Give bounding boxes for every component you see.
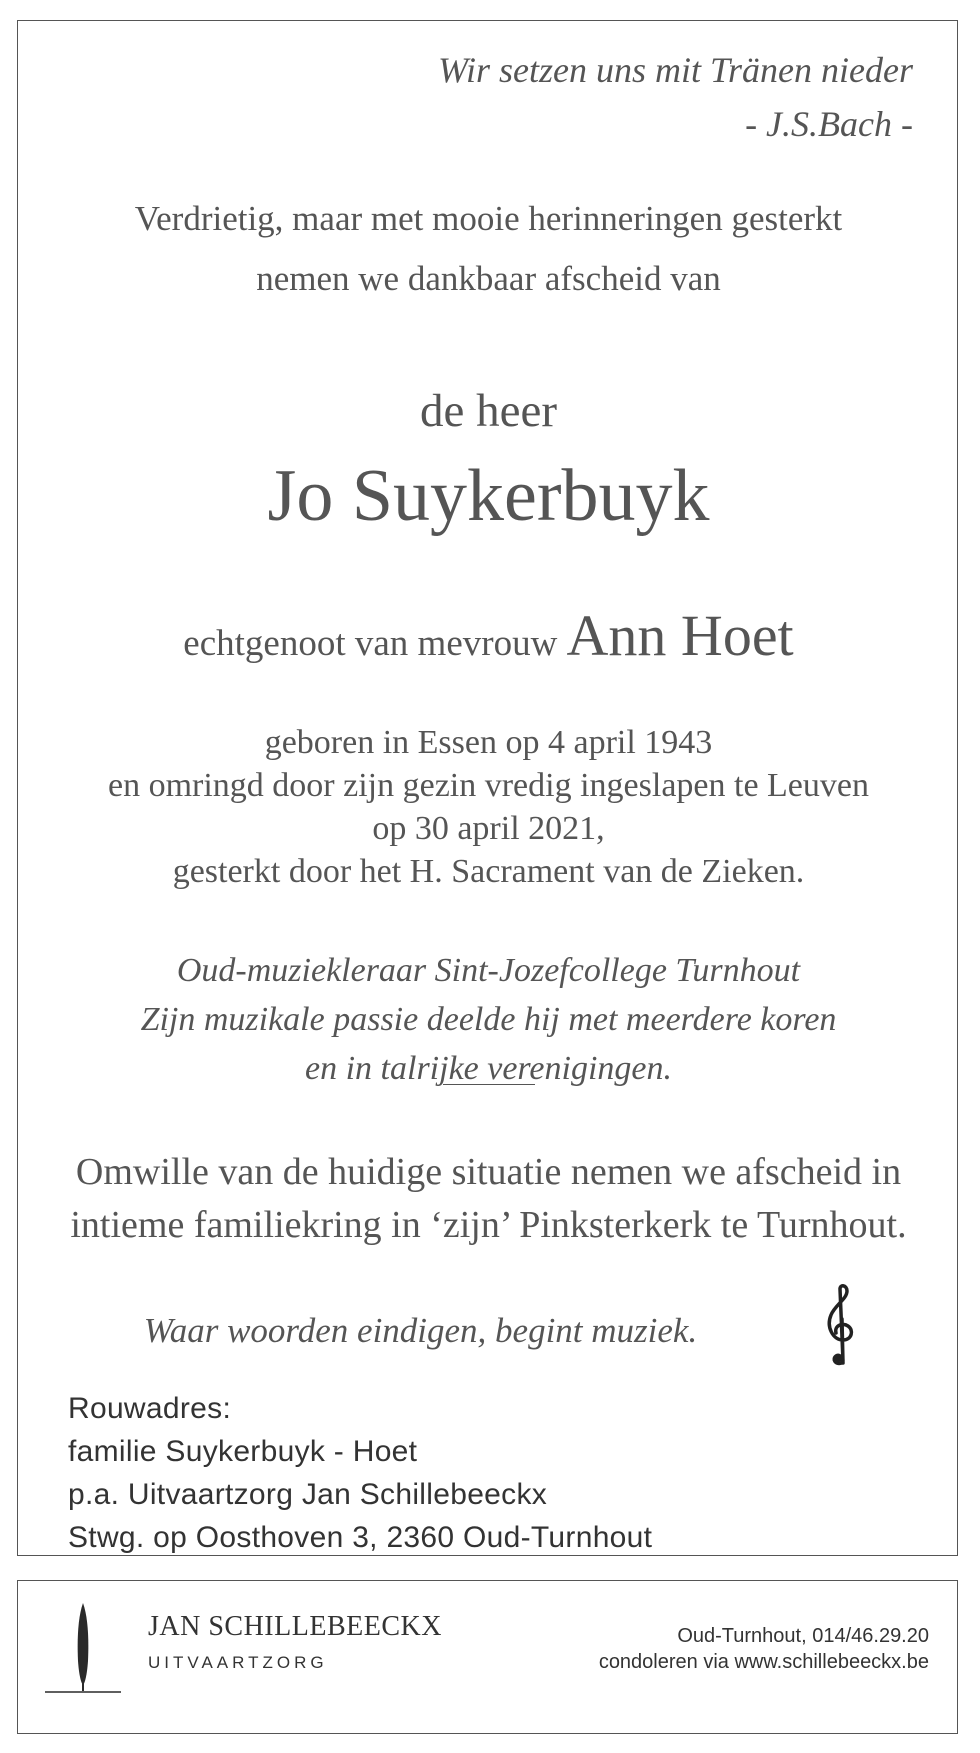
contact-website[interactable]: condoleren via www.schillebeeckx.be [598, 1651, 929, 1673]
career-line-1: Oud-muziekleraar Sint-Jozefcollege Turnhout [176, 952, 801, 989]
intro-line-2: nemen we dankbaar afscheid van [256, 259, 721, 298]
treble-clef-icon [821, 1283, 861, 1369]
life-details [18, 721, 959, 893]
spouse-prefix: echtgenoot van mevrouw [183, 623, 558, 664]
life-line-2: en omringd door zijn gezin vredig ingeslapen te Leuven [108, 767, 869, 804]
cypress-tree-icon [43, 1599, 123, 1695]
intro-line-1: Verdrietig, maar met mooie herinneringen gesterkt [134, 199, 843, 238]
brand-subtitle: UITVAARTZORG [148, 1653, 328, 1672]
bach-quote [438, 43, 913, 151]
life-line-1: geboren in Essen op 4 april 1943 [264, 724, 713, 761]
intro-text [18, 189, 959, 309]
contact-phone: Oud-Turnhout, 014/46.29.20 [677, 1625, 929, 1647]
mourning-address [68, 1387, 652, 1559]
address-label: Rouwadres: [68, 1392, 232, 1425]
contact-info [599, 1623, 929, 1675]
spouse-name: Ann Hoet [566, 603, 794, 668]
address-line-3: Stwg. op Oosthoven 3, 2360 Oud-Turnhout [68, 1521, 653, 1554]
deceased-title: de heer [420, 385, 557, 437]
quote-text: Wir setzen uns mit Tränen nieder [438, 50, 913, 90]
farewell-line-1: Omwille van de huidige situatie nemen we afscheid in [75, 1151, 902, 1193]
obituary-card [17, 20, 958, 1556]
motto: Waar woorden eindigen, begint muziek. [143, 1311, 698, 1350]
life-line-4: gesterkt door het H. Sacrament van de Zieken. [172, 853, 805, 890]
address-line-2: p.a. Uitvaartzorg Jan Schillebeeckx [68, 1478, 548, 1511]
brand-name: JAN SCHILLEBEECKX [148, 1611, 442, 1642]
deceased-name: Jo Suykerbuyk [267, 455, 710, 537]
career-text [18, 946, 959, 1093]
quote-author: - J.S.Bach - [745, 104, 913, 144]
funeral-home-footer [17, 1580, 958, 1734]
section-divider [443, 1084, 535, 1085]
career-line-3: en in talrijke verenigingen. [305, 1050, 672, 1087]
life-line-3: op 30 april 2021, [372, 810, 605, 847]
career-line-2: Zijn muzikale passie deelde hij met meerdere koren [140, 1001, 837, 1038]
address-line-1: familie Suykerbuyk - Hoet [68, 1435, 418, 1468]
farewell-text [18, 1146, 959, 1252]
spouse-line [18, 601, 959, 679]
farewell-line-2: intieme familiekring in ‘zijn’ Pinksterkerk te Turnhout. [70, 1204, 907, 1246]
